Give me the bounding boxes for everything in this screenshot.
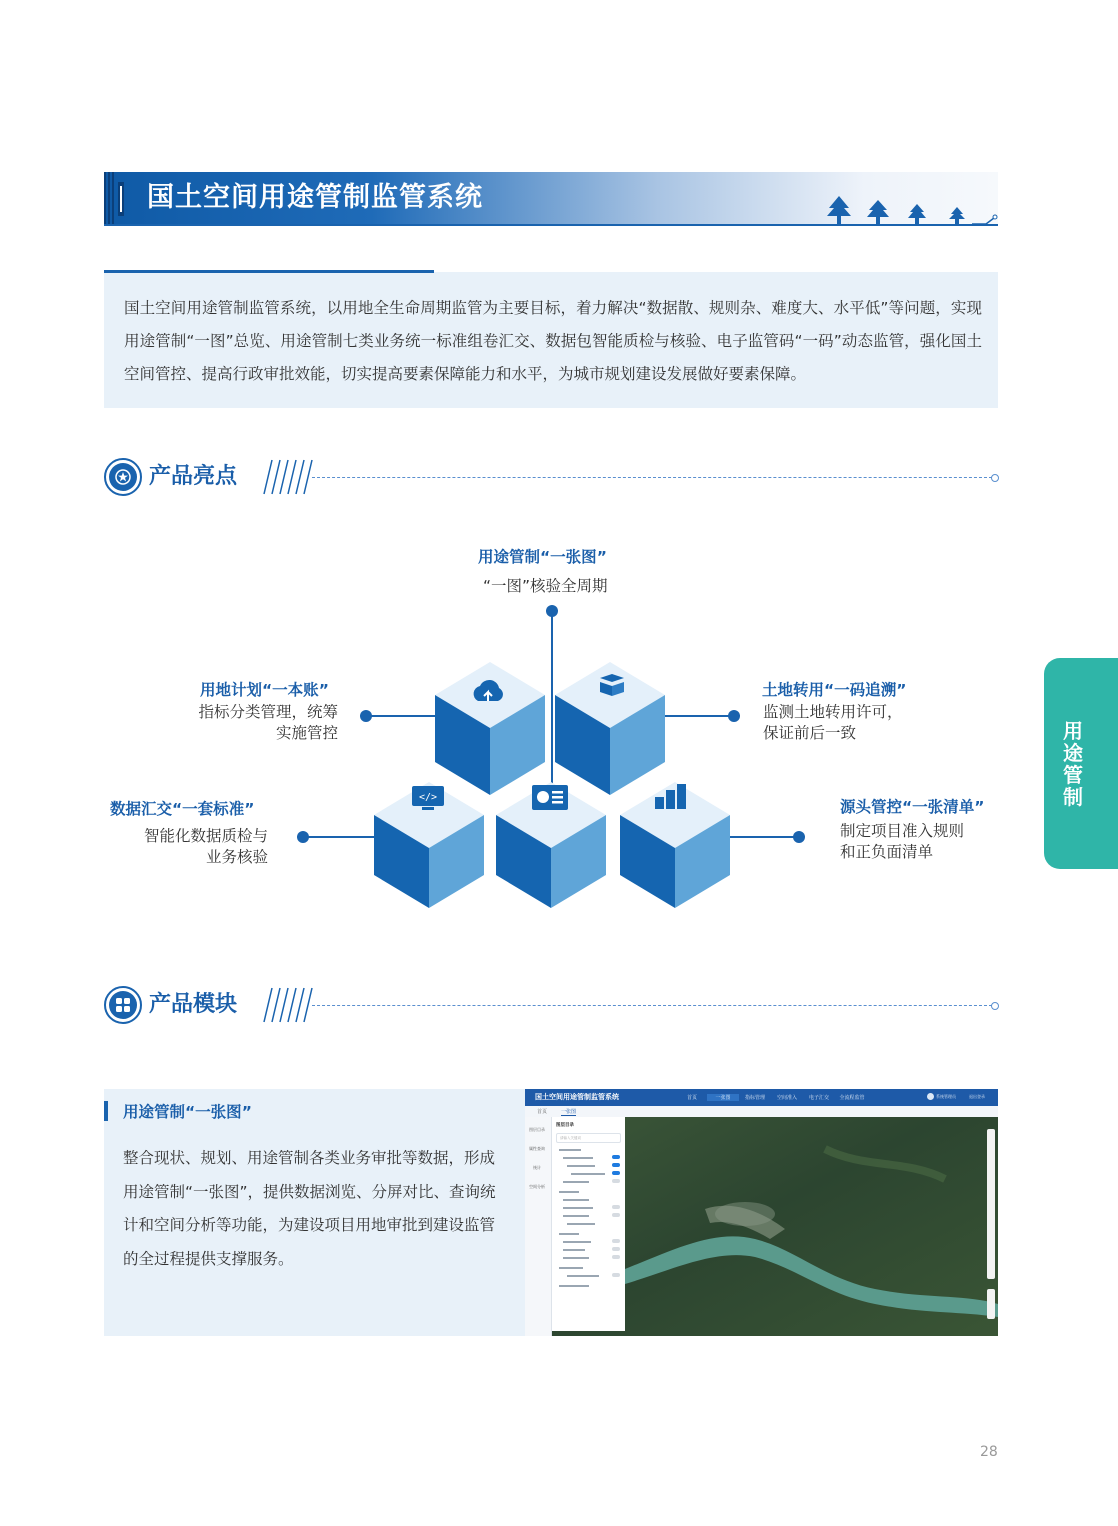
highlight-top-title: 用途管制“一张图”: [478, 548, 607, 566]
nav-item[interactable]: 指标管理: [744, 1095, 765, 1101]
nav-item[interactable]: 电子汇交: [808, 1095, 829, 1101]
intro-text: 国土空间用途管制监管系统，以用地全生命周期监管为主要目标，着力解决“数据散、规则杂、难度大、水平低”等问题，实现用途管制“一图”总览、用途管制七类业务统一标准组卷汇交、数据包智能质检与核验、电子监管码“一码”动态监管，强化国土空间管控、提高行政审批效能，切实提高要素保障能力和水平，为城市规划建设发展做好要素保障。: [124, 299, 982, 383]
highlight-left-upper-text: 指标分类管理，统筹 实施管控: [198, 703, 338, 742]
svg-text:</>: </>: [418, 792, 438, 803]
app-title: 国土空间用途管制监管系统: [535, 1093, 619, 1101]
highlight-right-upper-text: 监测土地转用许可， 保证前后一致: [763, 703, 903, 742]
system-screenshot: [525, 1089, 998, 1336]
highlight-left-lower-title: 数据汇交“一套标准”: [110, 800, 255, 818]
left-sidebar: [525, 1117, 552, 1336]
layer-tree: [556, 1147, 622, 1297]
section-slash-decoration-icon: [258, 458, 314, 496]
modules-section-title: 产品模块: [149, 992, 238, 1017]
highlight-right-lower-title: 源头管控“一张清单”: [840, 798, 985, 816]
page-number: 28: [980, 1444, 998, 1460]
module-title-bar: [104, 1101, 108, 1121]
sidebar-item[interactable]: 属性查询: [529, 1146, 545, 1151]
nav-item-active[interactable]: 一张图: [707, 1094, 739, 1101]
divider-end-dot: [991, 1002, 999, 1010]
avatar[interactable]: [927, 1093, 934, 1100]
user-name: 系统管理员: [936, 1094, 956, 1099]
cube-upper-left: [435, 662, 545, 795]
cube-lower-left: [374, 782, 484, 908]
highlight-right-upper-title: 土地转用“一码追溯”: [762, 681, 907, 699]
layer-search-input[interactable]: 请输入关键词: [556, 1133, 621, 1143]
nav-item[interactable]: 首页: [686, 1095, 697, 1101]
layer-panel-title: 图层目录: [556, 1123, 574, 1128]
module-title: 用途管制“一张图”: [123, 1103, 252, 1121]
modules-section-divider: [312, 1005, 992, 1006]
nav-item[interactable]: 全流程监管: [839, 1095, 865, 1101]
highlights-section-icon: [104, 458, 142, 496]
highlight-left-upper-title: 用地计划“一本账”: [200, 681, 329, 699]
tree-decoration-icon: [822, 192, 998, 228]
side-chapter-tab-label: 用途管制: [1063, 719, 1083, 809]
module-description: 整合现状、规划、用途管制各类业务审批等数据，形成用途管制“一张图”，提供数据浏览、分屏对比、查询统计和空间分析等功能，为建设项目用地审批到建设监管的全过程提供支撑服务。: [123, 1149, 496, 1268]
modules-section-icon: [104, 986, 142, 1024]
logout-link[interactable]: 退出登录: [969, 1094, 985, 1099]
highlights-cube-diagram: [290, 600, 830, 920]
sidebar-item[interactable]: 统计: [533, 1165, 541, 1170]
banner-stripes-icon: [104, 172, 126, 226]
tab-bar: [525, 1106, 998, 1117]
cube-lower-middle: [496, 782, 606, 908]
highlight-top-text: “一图”核验全周期: [483, 577, 608, 595]
tab-map[interactable]: 一张图: [561, 1109, 577, 1115]
nav-item[interactable]: 空间准入: [776, 1095, 797, 1101]
sidebar-item[interactable]: 空间分析: [529, 1184, 545, 1189]
app-nav: [677, 1094, 869, 1101]
layer-panel: [552, 1117, 625, 1331]
highlight-left-lower-text: 智能化数据质检与 业务核验: [143, 827, 268, 866]
section-slash-decoration-icon: [258, 986, 314, 1024]
sidebar-item[interactable]: 图层目录: [529, 1127, 545, 1132]
divider-end-dot: [991, 474, 999, 482]
highlight-right-lower-text: 制定项目准入规则 和正负面清单: [840, 822, 965, 861]
cube-lower-right: [620, 782, 730, 908]
page-title: 国土空间用途管制监管系统: [147, 182, 483, 213]
map-toolbar[interactable]: [987, 1129, 995, 1279]
highlights-section-title: 产品亮点: [149, 464, 238, 489]
map-zoom-control[interactable]: [987, 1289, 995, 1319]
highlights-section-divider: [312, 477, 992, 478]
cube-upper-right: [555, 662, 665, 795]
tab-home[interactable]: 首页: [537, 1109, 548, 1115]
intro-accent-bar: [104, 270, 434, 273]
